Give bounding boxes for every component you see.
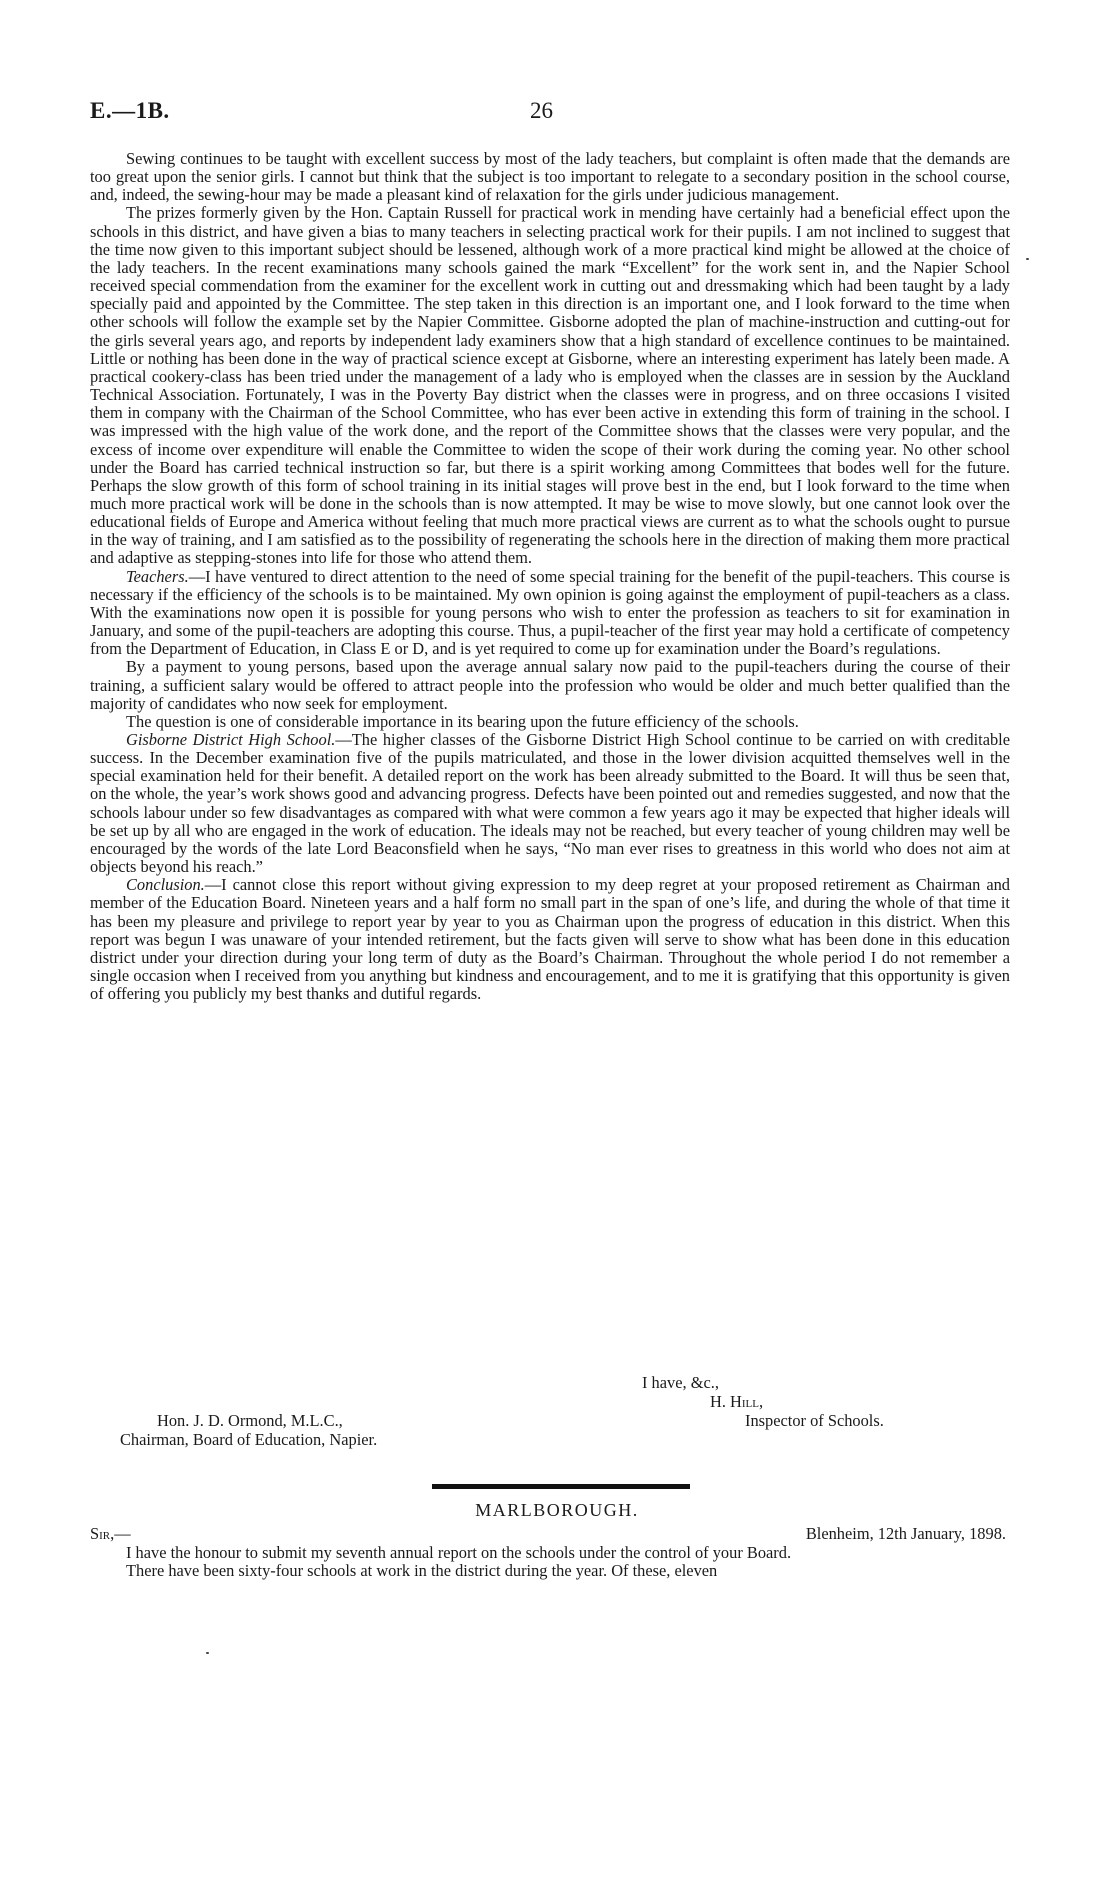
paragraph-heading: Gisborne District High School. (126, 730, 336, 749)
paragraph-payment: By a payment to young persons, based upon the average annual salary now paid to the pupil-teachers during the course of their training, a sufficient salary would be offered to attract people into the profession who would be older and much better qualified than the majority of candidates who now seek for employment. (90, 657, 1010, 713)
report-body (90, 150, 1010, 1003)
paragraph-heading: Conclusion. (126, 875, 205, 895)
paragraph-question: The question is one of considerable importance in its bearing upon the future efficiency of the schools. (126, 711, 799, 731)
signer-title: Inspector of Schools. (745, 1411, 884, 1430)
scan-speck (1026, 258, 1029, 260)
addressee-title: Chairman, Board of Education, Napier. (120, 1430, 378, 1449)
salutation-line (90, 1524, 1010, 1544)
paragraph-sewing: Sewing continues to be taught with excellent success by most of the lady teachers, but complaint is often made that the demands are too great upon the senior girls. I cannot but think that the subject is too important to relegate to a secondary position in the school course, and, indeed, the sewing-hour may be made a pleasant kind of relaxation for the girls under judicious management. (90, 149, 1010, 205)
signature-block (90, 1374, 1010, 1458)
paragraph-teachers: Teachers.—I have ventured to direct attention to the need of some special training for the benefit of the pupil-teachers. This course is necessary if the efficiency of the schools is to be maintained. My own opinion is going against the employment of pupil-teachers as a class. With the examinations now open it is possible for young persons who wish to enter the profession as teachers to sit for examination in January, and some of the pupil-teachers are adopting this course. Thus, a pupil-teacher of the first year may hold a certificate of competency from the Department of Education, in Class E or D, and is yet required to come up for examination under the Board’s regulations. (90, 566, 1010, 659)
paragraph-prizes: The prizes formerly given by the Hon. Captain Russell for practical work in mending have certainly had a beneficial effect upon the schools in this district, and have given a bias to many teachers in selecting practical work for their pupils. I am not inclined to suggest that the time now given to this important subject should be lessened, although work of a more practical kind might be allowed at the choice of the lady teachers. In the recent examinations many schools gained the mark “Excellent” for the work sent in, and the Napier School received special commendation from the examiner for the excellent work in cutting out and dressmaking which had been taught by a lady specially paid and appointed by the Committee. The step taken in this direction is an important one, and I look forward to the time when other schools will follow the example set by the Napier Committee. Gisborne adopted the plan of machine-instruction and cutting-out for the girls several years ago, and reports by independent lady examiners show that a high standard of excellence continues to be maintained. Little or nothing has been done in the way of practical science except at Gisborne, where an interesting experiment has lately been made. A practical cookery-class has been tried under the management of a lady who is employed when the classes are in session by the Auckland Technical Association. Fortunately, I was in the Poverty Bay district when the classes were in progress, and on three occasions I visited them in company with the Chairman of the School Committee, who has ever been active in extending this form of training in the school. I was impressed with the high value of the work done, and the report of the Committee shows that the classes were very popular, and the excess of income over expenditure will enable the Committee to widen the scope of their work during the coming year. No other school under the Board has carried technical instruction so far, but there is a spirit working among Committees that bodes well for the future. Perhaps the slow growth of this form of school training in its initial stages will prove best in the end, but I look forward to the time when much more practical work will be done in the schools than is now attempted. It may be wise to move slowly, but one cannot look over the educational fields of Europe and America without feeling that much more practical views are current as to what the schools ought to pursue in the way of training, and I am satisfied as to the possibility of regenerating the schools here in the direction of making them more practical and adaptive as stepping-stones into life for those who attend them. (90, 203, 1010, 568)
salutation: Sir,— (90, 1524, 131, 1543)
section-title: MARLBOROUGH. (475, 1500, 639, 1520)
addressee-name: Hon. J. D. Ormond, M.L.C., (157, 1411, 343, 1430)
signer-name: H. Hill, (710, 1392, 764, 1411)
section-body (90, 1544, 1010, 1580)
page-header (90, 98, 1040, 126)
page-number: 26 (530, 98, 553, 123)
paragraph-intro: I have the honour to submit my seventh annual report on the schools under the control of your Board. (126, 1543, 792, 1562)
paragraph-conclusion: Conclusion.—I cannot close this report without giving expression to my deep regret at your proposed retirement as Chairman and member of the Education Board. Nineteen years and a half form no small part in the span of one’s life, and during the whole of that time it has been my pleasure and privilege to report year by year to you as Chairman upon the progress of education in this district. When this report was begun I was unaware of your intended retirement, but the facts given will serve to show what has been done in this education district under your direction during your long term of duty as the Board’s Chairman. Throughout the whole period I do not remember a single occasion when I received from you anything but kindness and encouragement, and to me it is gratifying that this opportunity is given of offering you publicly my best thanks and dutiful regards. (90, 875, 1010, 1004)
paragraph-heading: Teachers. (126, 566, 189, 586)
paragraph-schools-count: There have been sixty-four schools at work in the district during the year. Of these, eleven (126, 1561, 718, 1581)
section-divider (432, 1484, 690, 1489)
paragraph-gisborne: Gisborne District High School.—The higher classes of the Gisborne District High School continue to be carried on with creditable success. In the December examination five of the pupils matriculated, and those in the lower division acquitted themselves well in the special examination held for their benefit. A detailed report on the work has been already submitted to the Board. It will thus be seen that, on the whole, the year’s work shows good and advancing progress. Defects have been pointed out and remedies suggested, and now that the schools labour under so few disadvantages as compared with what were common a few years ago it may be expected that higher ideals will be set up by all who are engaged in the work of education. The ideals may not be reached, but every teacher of young children may well be encouraged by the words of the late Lord Beaconsfield when he says, “No man ever rises to greatness in this world who does not aim at objects beyond his reach.” (90, 730, 1010, 877)
scan-speck (206, 1652, 209, 1654)
closing-line: I have, &c., (642, 1373, 719, 1392)
dateline: Blenheim, 12th January, 1898. (805, 1524, 1006, 1543)
document-reference: E.—1B. (90, 98, 170, 123)
